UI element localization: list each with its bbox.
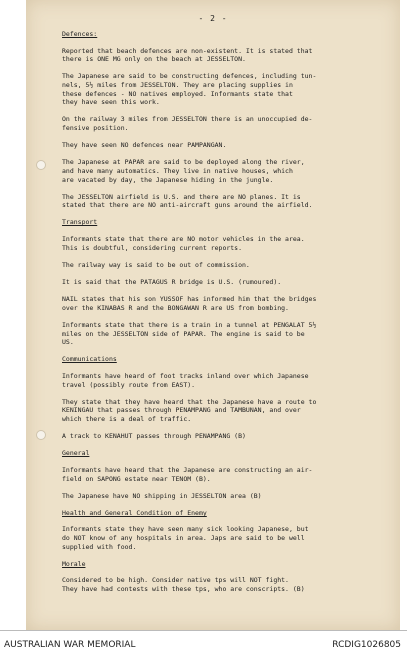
document-body bbox=[62, 30, 400, 602]
paragraph: The Japanese are said to be constructing defences, including tun- nels, 5½ miles from JESSELTON. They are placing supplies in these defences - NO natives employed. Informants state that they have seen this work. bbox=[62, 72, 317, 107]
paragraph: They have seen NO defences near PAMPANGAN. bbox=[62, 141, 227, 150]
section-heading: Health and General Condition of Enemy bbox=[62, 508, 207, 517]
paragraph: Considered to be high. Consider native tps will NOT fight. They have had contests with these tps, who are conscripts. (B) bbox=[62, 576, 305, 594]
punch-hole bbox=[36, 430, 46, 440]
paragraph: Informants state they have seen many sick looking Japanese, but do NOT know of any hospitals in area. Japs are said to be well supplied with food. bbox=[62, 525, 309, 551]
paragraph: On the railway 3 miles from JESSELTON there is an unoccupied de- fensive position. bbox=[62, 115, 313, 132]
paragraph: The railway way is said to be out of commission. bbox=[62, 260, 250, 269]
paragraph: Informants have heard of foot tracks inland over which Japanese travel (possibly route from EAST). bbox=[62, 371, 309, 389]
paragraph: The JESSELTON airfield is U.S. and there are NO planes. It is stated that there are NO anti-aircraft guns around the airfield. bbox=[62, 192, 313, 210]
paragraph: A track to KENAHUT passes through PENAMPANG (B) bbox=[62, 432, 246, 441]
paragraph: The Japanese at PAPAR are said to be deployed along the river, and have many automatics. They live in native houses, which are vacated by day, the Japanese hiding in the jungle. bbox=[62, 158, 305, 184]
paragraph: Informants have heard that the Japanese are constructing an air- field on SAPONG estate near TENOM (B). bbox=[62, 465, 313, 483]
section-heading: Communications bbox=[62, 355, 117, 364]
footer-institution: AUSTRALIAN WAR MEMORIAL bbox=[4, 640, 136, 650]
section-heading: Transport bbox=[62, 218, 98, 227]
section-heading: Morale bbox=[62, 559, 86, 568]
footer-record-id: RCDIG1026805 bbox=[332, 640, 401, 650]
paragraph: Informants state that there is a train in a tunnel at PENGALAT 5½ miles on the JESSELTON side of PAPAR. The engine is said to be US. bbox=[62, 321, 317, 347]
paragraph: It is said that the PATAGUS R bridge is U.S. (rumoured). bbox=[62, 278, 282, 287]
page-number: - 2 - bbox=[198, 14, 228, 23]
paragraph: Reported that beach defences are non-existent. It is stated that there is ONE MG only on the beach at JESSELTON. bbox=[62, 46, 313, 64]
section-heading: Defences: bbox=[62, 30, 98, 38]
paragraph: The Japanese have NO shipping in JESSELTON area (B) bbox=[62, 491, 262, 500]
document-page bbox=[26, 0, 400, 630]
paragraph: NAIL states that his son YUSSOF has informed him that the bridges over the KINABAS R and the BONGAWAN R are US from bombing. bbox=[62, 295, 317, 312]
section-heading: General bbox=[62, 449, 90, 458]
footer-bar bbox=[0, 630, 407, 655]
punch-hole bbox=[36, 160, 46, 170]
paragraph: Informants state that there are NO motor vehicles in the area. This is doubtful, considering current reports. bbox=[62, 235, 305, 252]
paragraph: They state that they have heard that the Japanese have a route to KENINGAU that passes through PENAMPANG and TAMBUNAN, and over which there is a deal of traffic. bbox=[62, 397, 317, 423]
